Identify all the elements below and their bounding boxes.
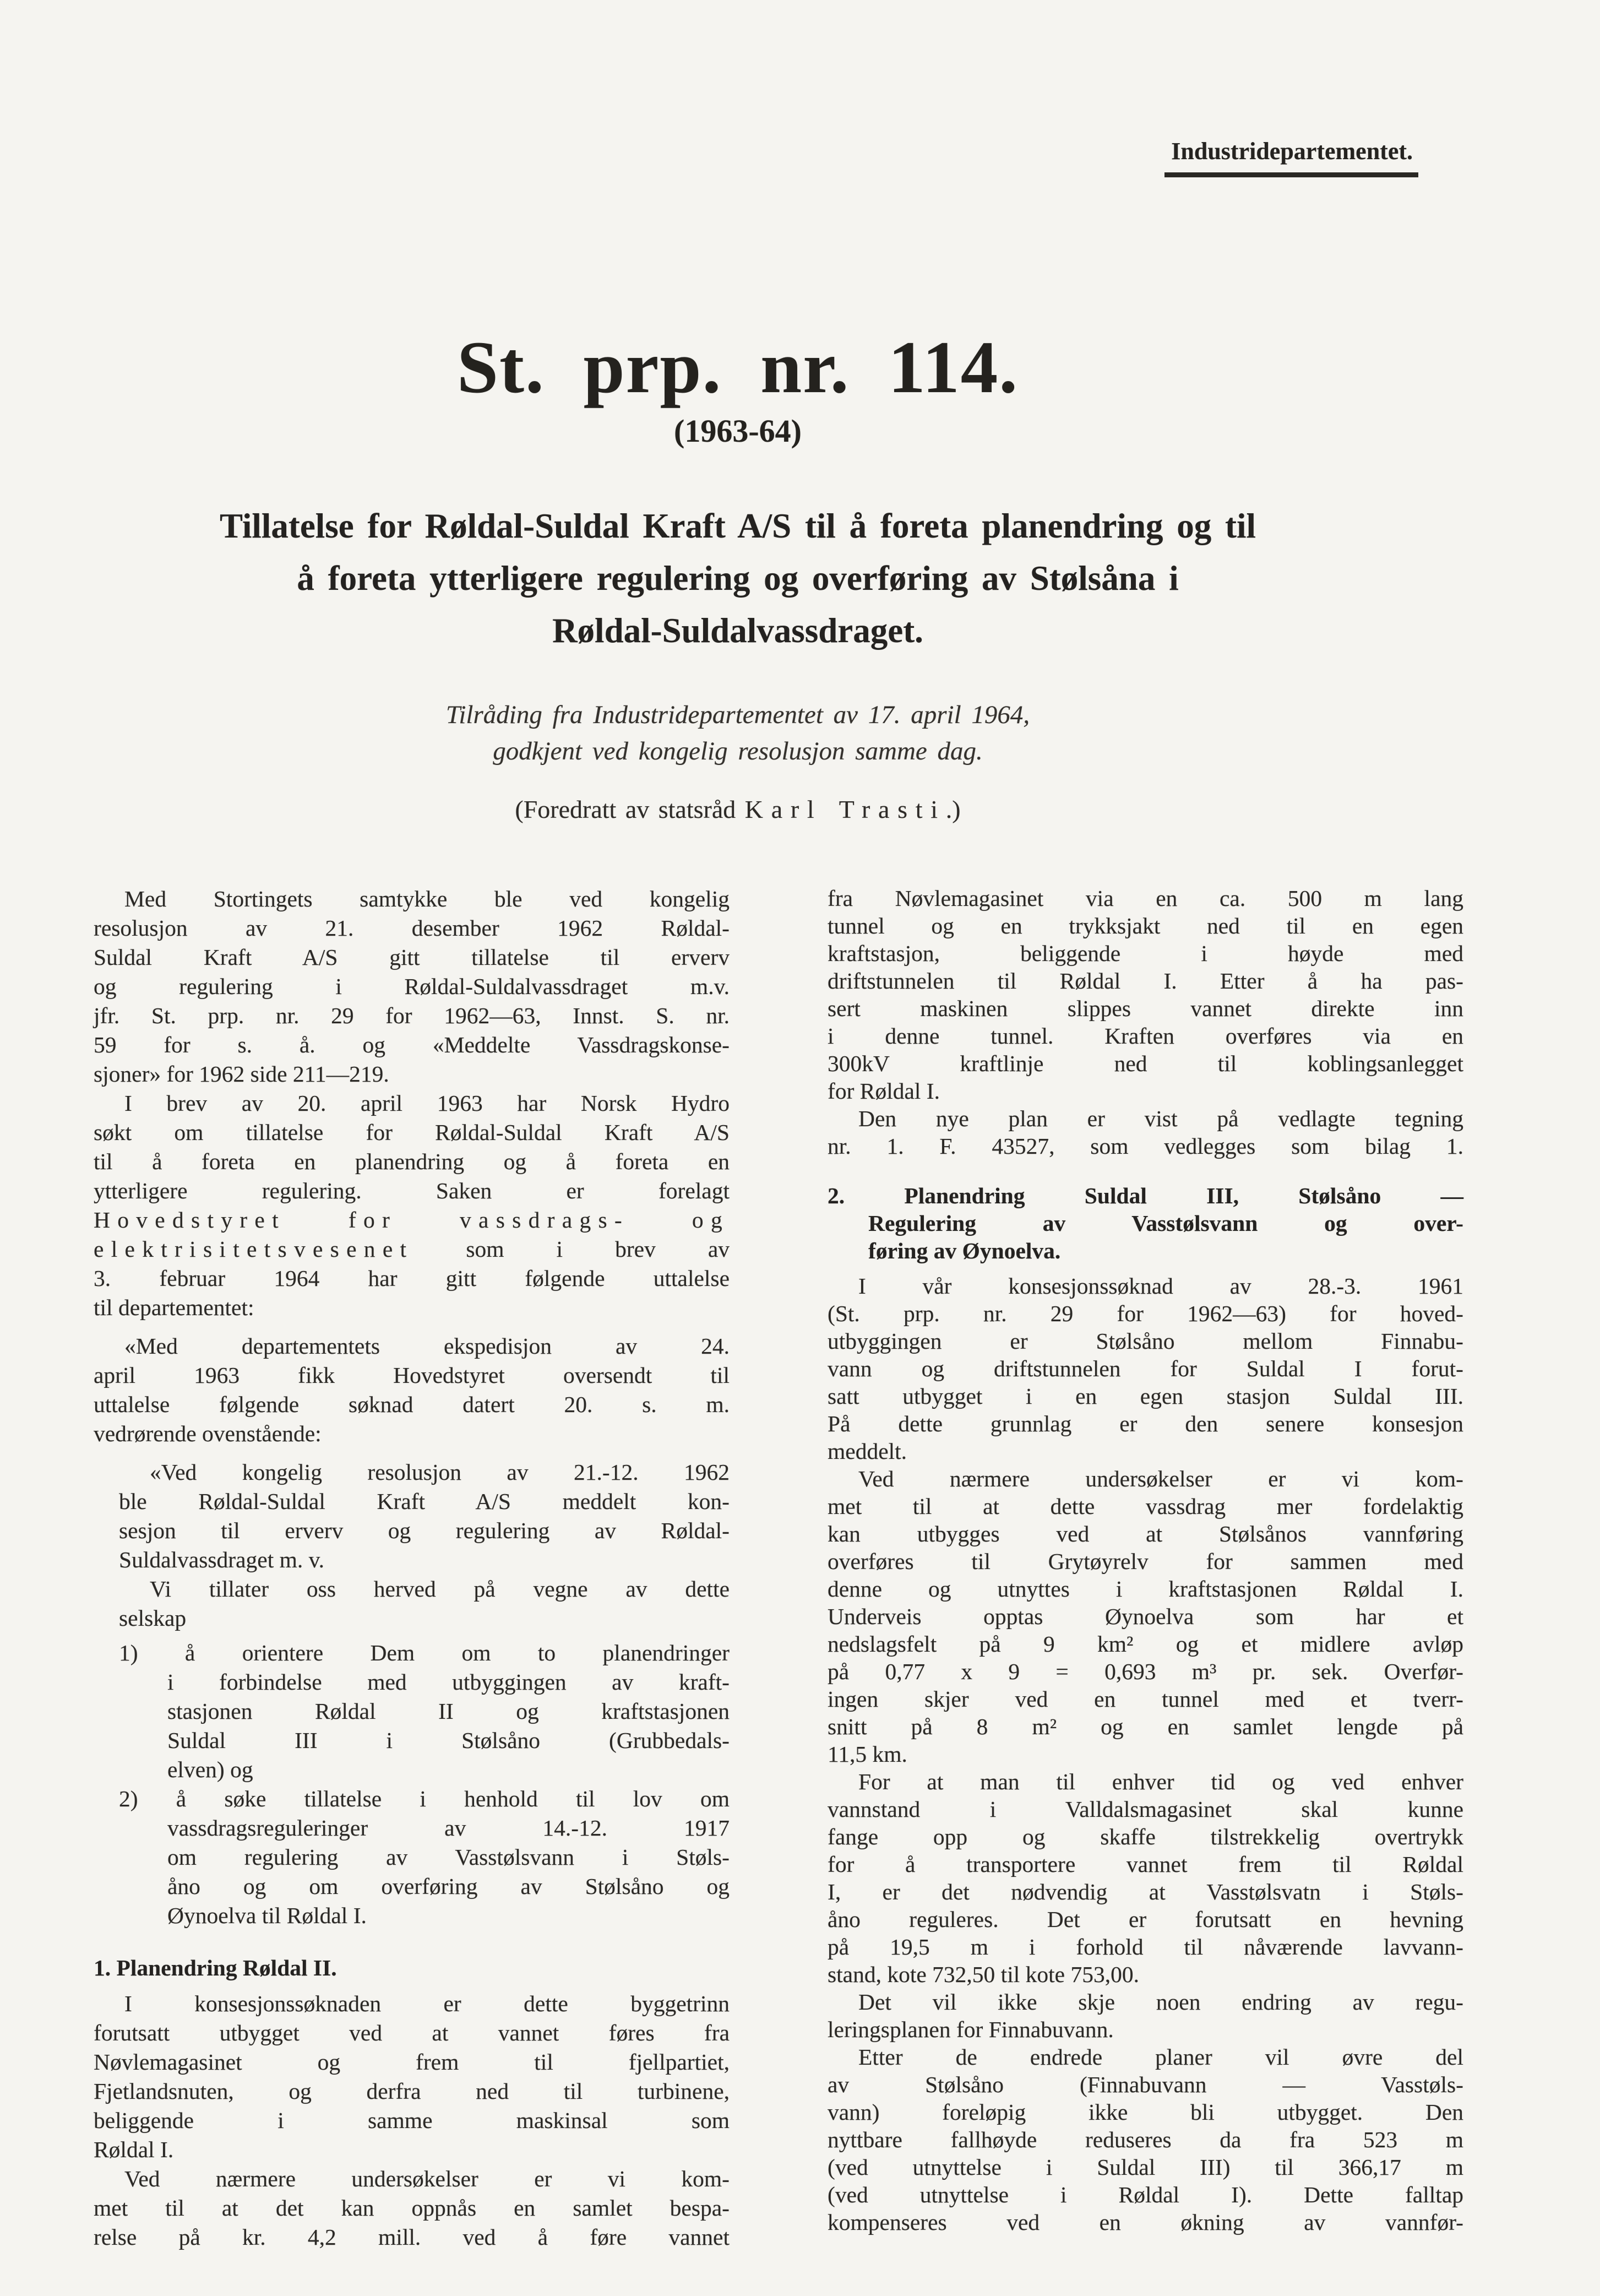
department-name: Industridepartementet. xyxy=(1164,138,1418,177)
paragraph xyxy=(828,1988,1463,2043)
text-line: stand, kote 732,50 til kote 753,00. xyxy=(828,1961,1139,1987)
text-line: tunnel og en trykksjakt ned til en egen xyxy=(828,913,1463,938)
text-line: I, er det nødvendig at Vasstølsvatn i Støls- xyxy=(828,1879,1463,1904)
text-line: for å transportere vannet frem til Røldal xyxy=(828,1851,1463,1877)
text-line: uttalelse følgende søknad datert 20. s. m. xyxy=(94,1391,730,1417)
text-line: i forbindelse med utbyggingen av kraft- xyxy=(167,1669,730,1695)
text-line: ble Røldal-Suldal Kraft A/S meddelt kon- xyxy=(119,1488,730,1514)
text-line: «Ved kongelig resolusjon av 21.-12. 1962 xyxy=(150,1459,730,1485)
text-line: I vår konsesjonssøknad av 28.-3. 1961 xyxy=(858,1273,1463,1299)
paragraph xyxy=(119,1458,730,1575)
text-line: kan utbygges ved at Stølsånos vannføring xyxy=(828,1521,1463,1546)
text-line: Ved nærmere undersøkelser er vi kom- xyxy=(858,1465,1463,1491)
text-line: sesjon til erverv og regulering av Røldal- xyxy=(119,1517,730,1543)
text-line: fange opp og skaffe tilstrekkelig overtrykk xyxy=(828,1823,1463,1849)
text-line: vann) foreløpig ikke bli utbygget. Den xyxy=(828,2099,1463,2125)
paragraph xyxy=(828,884,1463,1105)
text-line: 2) å søke tillatelse i henhold til lov om xyxy=(119,1785,730,1811)
paragraph xyxy=(94,1332,730,1448)
text-line: Underveis opptas Øynoelva som har et xyxy=(828,1603,1463,1629)
text-line: ytterligere regulering. Saken er forelagt xyxy=(94,1177,730,1203)
paragraph xyxy=(94,1089,730,1322)
text-line xyxy=(94,1235,730,1264)
text-line: vedrørende ovenstående: xyxy=(94,1420,322,1446)
text-line: Regulering av Vasstølsvann og over- xyxy=(868,1210,1463,1236)
spaced-text: Karl Trasti xyxy=(744,795,946,823)
document-number-title: St. prp. nr. 114. xyxy=(456,326,1019,409)
text-line: Fjetlandsnuten, og derfra ned til turbinene, xyxy=(94,2078,730,2104)
text-line: vannstand i Valldalsmagasinet skal kunne xyxy=(828,1796,1463,1822)
text-line: på 19,5 m i forhold til nåværende lavvann- xyxy=(828,1934,1463,1960)
text-line: i denne tunnel. Kraften overføres via en xyxy=(828,1023,1463,1049)
text-line: denne og utnyttes i kraftstasjonen Røldal I. xyxy=(828,1576,1463,1602)
text-line: leringsplanen for Finnabuvann. xyxy=(828,2016,1114,2042)
paragraph xyxy=(828,1768,1463,1988)
text-line: nyttbare fallhøyde reduseres da fra 523 m xyxy=(828,2126,1463,2152)
text-line: For at man til enhver tid og ved enhver xyxy=(858,1768,1463,1794)
text-line: Den nye plan er vist på vedlagte tegning xyxy=(858,1105,1463,1131)
text-line: 300kV kraftlinje ned til koblingsanlegget xyxy=(828,1050,1463,1076)
text-line: satt utbygget i en egen stasjon Suldal III. xyxy=(828,1383,1463,1409)
text-line: nedslagsfelt på 9 km² og et midlere avløp xyxy=(828,1631,1463,1657)
text-line: «Med departementets ekspedisjon av 24. xyxy=(124,1333,730,1359)
text-line: snitt på 8 m² og en samlet lengde på xyxy=(828,1713,1463,1739)
text-line: selskap xyxy=(119,1605,187,1631)
section-heading xyxy=(828,1182,1463,1264)
text-line: til å foreta en planendring og å foreta en xyxy=(94,1148,730,1174)
paragraph xyxy=(828,1465,1463,1768)
right-column xyxy=(828,884,1463,2236)
section-heading xyxy=(94,1953,730,1983)
text-line: (ved utnyttelse i Røldal I). Dette falltap xyxy=(828,2181,1463,2207)
text-line: vann og driftstunnelen for Suldal I forut- xyxy=(828,1355,1463,1381)
spaced-text: elektrisitetsvesenet xyxy=(94,1236,414,1262)
text-line: vassdragsreguleringer av 14.-12. 1917 xyxy=(167,1815,730,1841)
paragraph xyxy=(119,1638,730,1784)
session-years: (1963-64) xyxy=(674,412,802,449)
page-header xyxy=(0,0,1600,177)
text-line: jfr. St. prp. nr. 29 for 1962—63, Innst. S. nr. xyxy=(94,1002,730,1028)
paragraph xyxy=(828,1272,1463,1465)
text-line: I konsesjonssøknaden er dette byggetrinn xyxy=(124,1990,730,2016)
text-line: kompenseres ved en økning av vannfør- xyxy=(828,2209,1463,2235)
text-line: om regulering av Vasstølsvann i Støls- xyxy=(167,1844,730,1870)
text-line: 1. Planendring Røldal II. xyxy=(94,1955,337,1980)
text-line: Ved nærmere undersøkelser er vi kom- xyxy=(124,2165,730,2191)
text-line: føring av Øynoelva. xyxy=(868,1237,1061,1263)
text-line: Med Stortingets samtykke ble ved kongelig xyxy=(124,886,730,911)
text-line: Røldal I. xyxy=(94,2136,174,2162)
text-line: På dette grunnlag er den senere konsesjon xyxy=(828,1410,1463,1436)
text-segment: (Foredratt av statsråd xyxy=(515,795,745,823)
text-line: Vi tillater oss herved på vegne av dette xyxy=(150,1576,730,1602)
main-title-line: Røldal-Suldalvassdraget. xyxy=(552,611,923,650)
paragraph xyxy=(828,1105,1463,1160)
recommendation-note xyxy=(94,697,1382,769)
presented-by-note xyxy=(94,795,1382,824)
text-line: Suldalvassdraget m. v. xyxy=(119,1546,325,1572)
text-line: og regulering i Røldal-Suldalvassdraget m.v. xyxy=(94,973,730,999)
text-line: beliggende i samme maskinsal som xyxy=(94,2107,730,2133)
recommendation-line: godkjent ved kongelig resolusjon samme dag. xyxy=(493,736,983,766)
text-line: åno og om overføring av Stølsåno og xyxy=(167,1873,730,1899)
text-line: til departementet: xyxy=(94,1294,254,1320)
text-line: 11,5 km. xyxy=(828,1741,907,1767)
text-line: relse på kr. 4,2 mill. ved å føre vannet xyxy=(94,2224,730,2250)
text-line: met til at det kan oppnås en samlet bespa- xyxy=(94,2195,730,2221)
paragraph xyxy=(828,2043,1463,2236)
paragraph xyxy=(119,1784,730,1930)
text-segment: .) xyxy=(945,795,961,823)
paragraph xyxy=(94,884,730,1089)
spaced-text: Hovedstyret for vassdrags- og xyxy=(94,1207,730,1233)
body-columns xyxy=(0,884,1600,2252)
text-line xyxy=(94,1206,730,1235)
text-line: 59 for s. å. og «Meddelte Vassdragskonse- xyxy=(94,1032,730,1057)
text-line: åno reguleres. Det er forutsatt en hevning xyxy=(828,1906,1463,1932)
text-line: Nøvlemagasinet og frem til fjellpartiet, xyxy=(94,2049,730,2075)
text-line: resolusjon av 21. desember 1962 Røldal- xyxy=(94,915,730,941)
text-line: kraftstasjon, beliggende i høyde med xyxy=(828,940,1463,966)
recommendation-line: Tilråding fra Industridepartementet av 17. april 1964, xyxy=(445,700,1030,729)
text-line: Øynoelva til Røldal I. xyxy=(167,1902,367,1928)
text-line: (ved utnyttelse i Suldal III) til 366,17 m xyxy=(828,2154,1463,2180)
text-line: overføres til Grytøyrelv for sammen med xyxy=(828,1548,1463,1574)
text-line: av Stølsåno (Finnabuvann — Vasstøls- xyxy=(828,2071,1463,2097)
front-matter xyxy=(94,326,1382,824)
text-line: (St. prp. nr. 29 for 1962—63) for hoved- xyxy=(828,1300,1463,1326)
text-line: meddelt. xyxy=(828,1438,907,1464)
text-line: sert maskinen slippes vannet direkte inn xyxy=(828,995,1463,1021)
text-line: Etter de endrede planer vil øvre del xyxy=(858,2044,1463,2070)
paragraph xyxy=(94,1989,730,2164)
text-line: driftstunnelen til Røldal I. Etter å ha pas- xyxy=(828,968,1463,994)
text-line: fra Nøvlemagasinet via en ca. 500 m lang xyxy=(828,885,1463,911)
text-line: april 1963 fikk Hovedstyret oversendt til xyxy=(94,1362,730,1388)
text-line: Det vil ikke skje noen endring av regu- xyxy=(858,1989,1463,2015)
text-line: utbyggingen er Stølsåno mellom Finnabu- xyxy=(828,1328,1463,1354)
text-line: Suldal III i Stølsåno (Grubbedals- xyxy=(167,1727,730,1753)
text-line: sjoner» for 1962 side 211—219. xyxy=(94,1061,389,1087)
text-line: 3. februar 1964 har gitt følgende uttalelse xyxy=(94,1265,730,1291)
paragraph xyxy=(119,1575,730,1633)
main-title-line: Tillatelse for Røldal-Suldal Kraft A/S til å foreta planendring og til xyxy=(219,506,1256,545)
paragraph xyxy=(94,2164,730,2252)
text-line: Suldal Kraft A/S gitt tillatelse til erverv xyxy=(94,944,730,970)
text-segment: som i brev av xyxy=(413,1236,730,1262)
left-column xyxy=(94,884,730,2252)
text-line: på 0,77 x 9 = 0,693 m³ pr. sek. Overfør- xyxy=(828,1658,1463,1684)
main-title-line: å foreta ytterligere regulering og overføring av Stølsåna i xyxy=(297,558,1179,598)
text-line: ingen skjer ved en tunnel med et tverr- xyxy=(828,1686,1463,1712)
text-line: elven) og xyxy=(167,1756,253,1782)
text-line: stasjonen Røldal II og kraftstasjonen xyxy=(167,1698,730,1724)
text-line: nr. 1. F. 43527, som vedlegges som bilag 1. xyxy=(828,1133,1463,1159)
text-line: for Røldal I. xyxy=(828,1078,940,1104)
text-line: forutsatt utbygget ved at vannet føres fra xyxy=(94,2020,730,2045)
text-line: søkt om tillatelse for Røldal-Suldal Kraft A/S xyxy=(94,1119,730,1145)
text-line: met til at dette vassdrag mer fordelaktig xyxy=(828,1493,1463,1519)
text-line: 2. Planendring Suldal III, Stølsåno — xyxy=(828,1182,1463,1208)
text-line: 1) å orientere Dem om to planendringer xyxy=(119,1640,730,1665)
main-title xyxy=(94,500,1382,657)
text-line: I brev av 20. april 1963 har Norsk Hydro xyxy=(124,1090,730,1116)
